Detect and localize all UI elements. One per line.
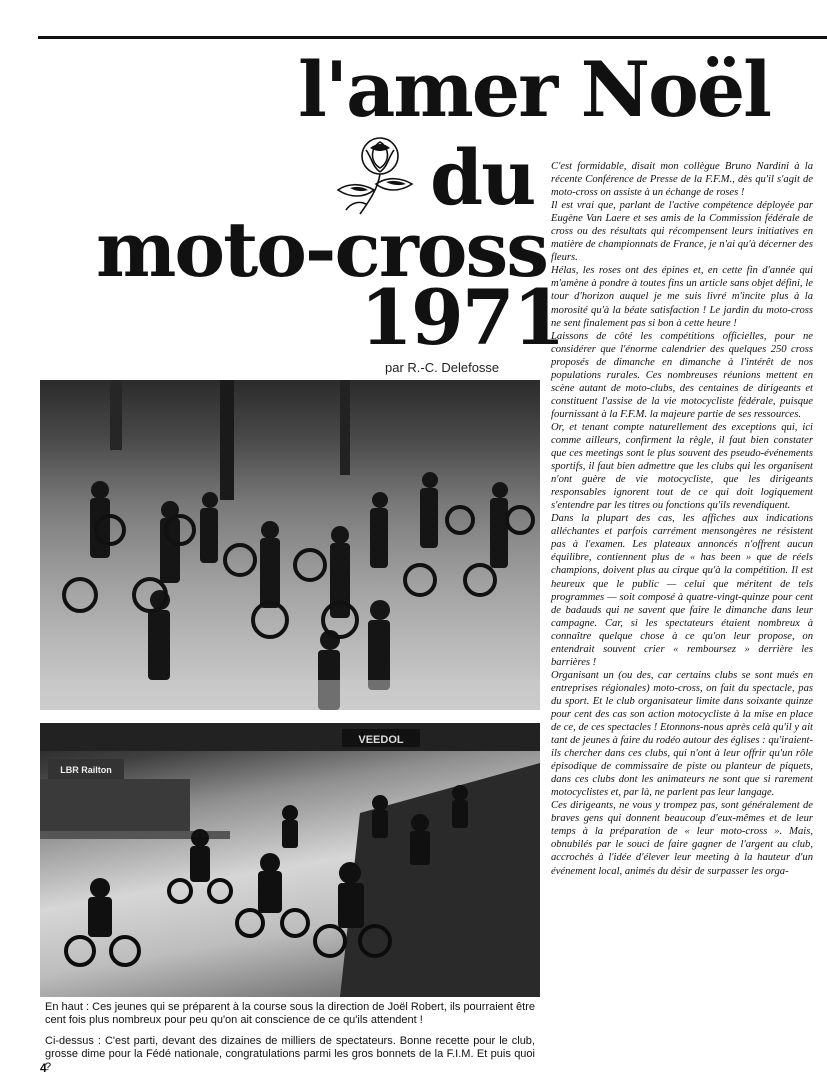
paragraph: Laissons de côté les compétitions officielles, pour ne considérer que l'énorme calendrier des quelques 250 cross proposés de dimanche en dimanche à l'intérêt de nos populations rurales. Ces nombreuses réunions mettent en scène autant de moto-clubs, des centaines de dirigeants et constituent l'assise de la vie motocycliste fédérale, puisque fournissant à la F.F.M. la majeure partie de ses ressources.: [551, 330, 813, 420]
byline: par R.-C. Delefosse: [385, 360, 500, 375]
title-line-4: 1971: [360, 273, 564, 362]
paragraph: Or, et tenant compte naturellement des exceptions qui, ici comme ailleurs, confirment la règle, il faut bien constater que ces meetings sont le plus souvent des pseudo-événements sportifs, il faut bien admettre que les clubs qui les organisent n'ont guère de vie motocycliste, que les dirigeants responsables ignorent tout de ce qui doit logiquement s'entendre par les titres ou fonctions qu'ils revendiquent.: [551, 421, 813, 512]
page-number: 4: [40, 1061, 47, 1075]
caption-bottom-photo: Ci-dessus : C'est parti, devant des dizaines de milliers de spectateurs. Bonne recette pour le club, grosse dime pour la Fédé nationale, congratulations parmi les gros bonnets de la F.I.M. Et puis quoi ?: [45, 1035, 535, 1073]
top-rule: [38, 36, 827, 39]
article-body: [551, 160, 813, 878]
title-line-2: du: [430, 133, 535, 222]
rose-illustration: [330, 128, 430, 220]
title-line-3: moto-cross: [96, 205, 548, 294]
paragraph: Hélas, les roses ont des épines et, en cette fin d'année qui m'amène à pondre à toutes fins un article sans objet défini, le tour d'horizon auquel je me suis livré m'incite plus à la morosité qu'à la béate satisfaction ! Le jardin du moto-cross ne sent finalement pas si bon à cette heure !: [551, 265, 813, 329]
paragraph: Organisant un (ou des, car certains clubs se sont mués en entreprises régionales) moto-cross, on fait du spectacle, pas du sport. Et le club organisateur limite dans soixante quinze pour cent des cas son action motocycliste à la mise en place de ce, de ces spectacles ! Etonnons-nous après celà qu'il y ait tant de jeunes à faire du rodéo autour des églises : qu'iraient-ils chercher dans ces clubs, qui n'ont à leur offrir qu'un rôle épisodique de commissaire de piste ou planteur de piquets, dans ces clubs dont les animateurs ne sont que si rarement motocyclistes et, par là, ne parlent pas leur langage.: [551, 669, 813, 799]
veedol-sign: VEEDOL: [358, 734, 404, 746]
title-line-1: l'amer Noël: [298, 45, 771, 134]
photo-race-start: [40, 723, 540, 997]
paragraph: C'est formidable, disait mon collègue Bruno Nardini à la récente Conférence de Presse de la F.F.M., dès qu'il s'agit de moto-cross on assiste à un échange de roses !: [551, 161, 813, 199]
paragraph: Dans la plupart des cas, les affiches aux indications alléchantes et parfois carrément mensongères ne résistent pas à l'examen. Les plateaux annoncés n'offrent aucun équilibre, contiennent plus de « has been » que de réels champions, doivent plus au cirque qu'à la compétition. Il est heureux que le public — celui que méritent de tels programmes — soit composé à quatre-vingt-quinze pour cent de badauds qui ne savent que faire le dimanche dans leur campagne. Car, si les spectateurs étaient nombreux à connaître quelque chose à ce qu'on leur propose, on entendrait souvent crier « remboursez » derrière les barrières !: [551, 513, 813, 668]
caption-top-photo: En haut : Ces jeunes qui se préparent à la course sous la direction de Joël Robert, ils pourraient être cent fois plus nombreux pour peu qu'on ait conscience de ce qu'ils attendent !: [45, 1001, 535, 1026]
photo-riders-gathering: [40, 380, 540, 710]
paragraph: Ces dirigeants, ne vous y trompez pas, sont généralement de braves gens qui donnent beaucoup d'eux-mêmes et de leur temps à la préparation de « leur moto-cross ». Mais, obnubilés par le souci de faire gagner de l'argent au club, accrochés à l'idée d'élever leur meeting à la hauteur d'un événement local, animés du désir de surpasser les orga-: [551, 800, 813, 877]
paragraph: Il est vrai que, parlant de l'active compétence déployée par Eugène Van Laere et ses amis de la Commission fédérale de cross ou des résultats qui récompensent leurs initiatives en matière de championnats de France, je n'ai qu'à décerner des fleurs.: [551, 200, 813, 264]
railton-sign: LBR Railton: [60, 765, 112, 775]
